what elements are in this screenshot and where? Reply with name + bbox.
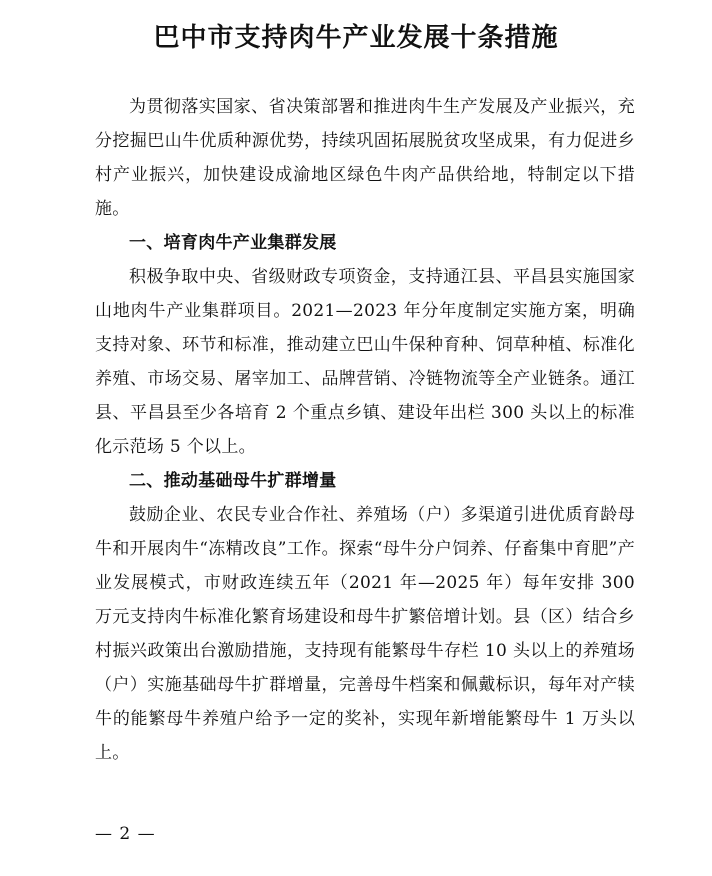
section-paragraph-1: 积极争取中央、省级财政专项资金，支持通江县、平昌县实施国家山地肉牛产业集群项目。2021—2023 年分年度制定实施方案，明确支持对象、环节和标准，推动建立巴山牛保种育种、饲草种植、标准化养殖、市场交易、屠宰加工、品牌营销、冷链物流等全产业链条。通江县、平昌县至少各培育 2 个重点乡镇、建设年出栏 300 头以上的标准化示范场 5 个以上。	[95, 267, 635, 457]
section-paragraph-2: 鼓励企业、农民专业合作社、养殖场（户）多渠道引进优质育龄母牛和开展肉牛“冻精改良”工作。探索“母牛分户饲养、仔畜集中育肥”产业发展模式，市财政连续五年（2021 年—2025 年）每年安排 300 万元支持肉牛标准化繁育场建设和母牛扩繁倍增计划。县（区）结合乡村振兴政策出台激励措施，支持现有能繁母牛存栏 10 头以上的养殖场（户）实施基础母牛扩群增量，完善母牛档案和佩戴标识，每年对产犊牛的能繁母牛养殖户给予一定的奖补，实现年新增能繁母牛 1 万头以上。	[95, 505, 635, 763]
section-heading-2: 二、推动基础母牛扩群增量	[129, 471, 337, 491]
document-title: 巴中市支持肉牛产业发展十条措施	[153, 23, 559, 53]
section-heading-1: 一、培育肉牛产业集群发展	[129, 233, 337, 253]
page-number: — 2 —	[95, 824, 156, 844]
document-body	[95, 90, 635, 770]
intro-paragraph: 为贯彻落实国家、省决策部署和推进肉牛生产发展及产业振兴，充分挖掘巴山牛优质种源优势，持续巩固拓展脱贫攻坚成果，有力促进乡村产业振兴，加快建设成渝地区绿色牛肉产品供给地，特制定以下措施。	[95, 97, 635, 219]
